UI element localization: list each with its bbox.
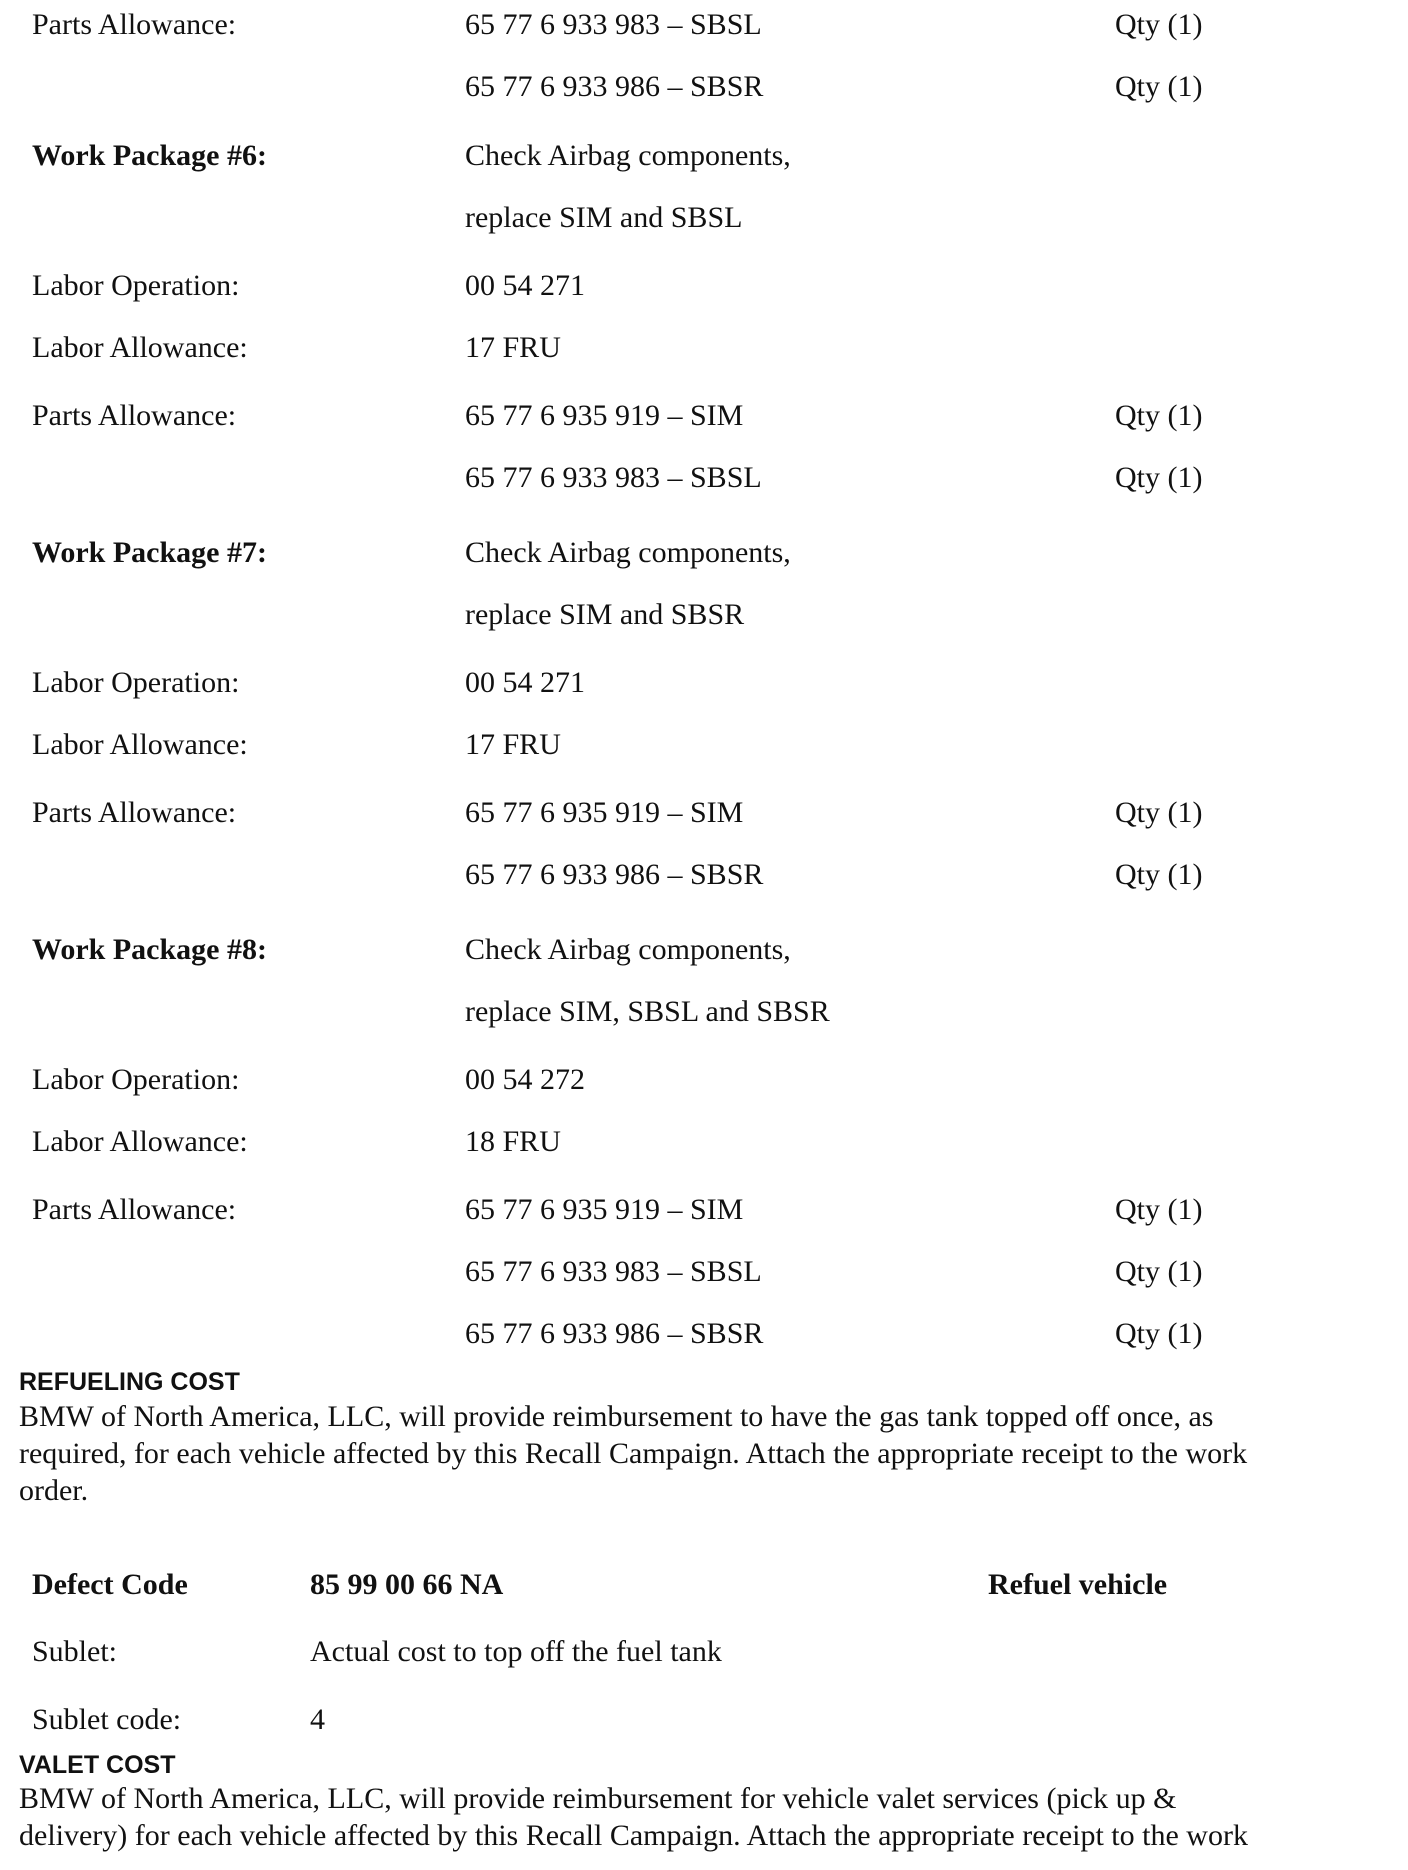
part-qty: Qty (1) — [1115, 1317, 1203, 1350]
sublet-value: Actual cost to top off the fuel tank — [310, 1635, 722, 1668]
work-package-title: Work Package #7: — [32, 536, 267, 569]
refueling-cost-paragraph — [19, 1398, 1394, 1509]
parts-allowance-label: Parts Allowance: — [32, 1193, 237, 1226]
paragraph-line: required, for each vehicle affected by this Recall Campaign. Attach the appropriate receipt to the work — [19, 1437, 1248, 1470]
valet-cost-heading: VALET COST — [19, 1751, 176, 1779]
part-number: 65 77 6 935 919 – SIM — [465, 796, 744, 829]
part-number: 65 77 6 933 983 – SBSL — [465, 8, 762, 41]
work-package-description: Check Airbag components, — [465, 933, 791, 966]
labor-allowance-label: Labor Allowance: — [32, 728, 248, 761]
part-qty: Qty (1) — [1115, 8, 1203, 41]
labor-allowance-value: 17 FRU — [465, 728, 561, 761]
part-qty: Qty (1) — [1115, 1255, 1203, 1288]
part-qty: Qty (1) — [1115, 1193, 1203, 1226]
valet-cost-paragraph — [19, 1780, 1394, 1854]
labor-allowance-label: Labor Allowance: — [32, 331, 248, 364]
part-qty: Qty (1) — [1115, 399, 1203, 432]
work-package-description: Check Airbag components, — [465, 139, 791, 172]
labor-operation-value: 00 54 271 — [465, 269, 585, 302]
work-package-description: replace SIM and SBSR — [465, 598, 745, 631]
labor-operation-value: 00 54 271 — [465, 666, 585, 699]
defect-code-value: 85 99 00 66 NA — [310, 1568, 504, 1601]
part-qty: Qty (1) — [1115, 461, 1203, 494]
part-number: 65 77 6 933 986 – SBSR — [465, 1317, 764, 1350]
labor-allowance-value: 18 FRU — [465, 1125, 561, 1158]
work-package-description: Check Airbag components, — [465, 536, 791, 569]
part-qty: Qty (1) — [1115, 796, 1203, 829]
paragraph-line: order. — [19, 1474, 89, 1507]
refueling-cost-heading: REFUELING COST — [19, 1368, 240, 1396]
defect-code-description: Refuel vehicle — [988, 1568, 1168, 1601]
sublet-label: Sublet: — [32, 1635, 118, 1668]
work-package-description: replace SIM, SBSL and SBSR — [465, 995, 830, 1028]
labor-operation-value: 00 54 272 — [465, 1063, 585, 1096]
part-number: 65 77 6 933 986 – SBSR — [465, 70, 764, 103]
sublet-code-label: Sublet code: — [32, 1703, 182, 1736]
labor-operation-label: Labor Operation: — [32, 269, 240, 302]
labor-allowance-value: 17 FRU — [465, 331, 561, 364]
labor-operation-label: Labor Operation: — [32, 666, 240, 699]
work-package-title: Work Package #6: — [32, 139, 267, 172]
part-qty: Qty (1) — [1115, 858, 1203, 891]
part-number: 65 77 6 935 919 – SIM — [465, 399, 744, 432]
work-package-description: replace SIM and SBSL — [465, 201, 743, 234]
part-number: 65 77 6 933 983 – SBSL — [465, 1255, 762, 1288]
paragraph-line: delivery) for each vehicle affected by this Recall Campaign. Attach the appropriate receipt to the work — [19, 1819, 1248, 1852]
part-number: 65 77 6 933 986 – SBSR — [465, 858, 764, 891]
labor-operation-label: Labor Operation: — [32, 1063, 240, 1096]
part-qty: Qty (1) — [1115, 70, 1203, 103]
paragraph-line: BMW of North America, LLC, will provide reimbursement to have the gas tank topped off once, as — [19, 1400, 1214, 1433]
part-number: 65 77 6 935 919 – SIM — [465, 1193, 744, 1226]
paragraph-line: BMW of North America, LLC, will provide reimbursement for vehicle valet services (pick up & — [19, 1782, 1177, 1815]
defect-code-label: Defect Code — [32, 1568, 188, 1601]
work-package-title: Work Package #8: — [32, 933, 267, 966]
labor-allowance-label: Labor Allowance: — [32, 1125, 248, 1158]
parts-allowance-label: Parts Allowance: — [32, 399, 237, 432]
parts-allowance-label: Parts Allowance: — [32, 796, 237, 829]
parts-allowance-label: Parts Allowance: — [32, 8, 237, 41]
sublet-code-value: 4 — [310, 1703, 325, 1736]
part-number: 65 77 6 933 983 – SBSL — [465, 461, 762, 494]
